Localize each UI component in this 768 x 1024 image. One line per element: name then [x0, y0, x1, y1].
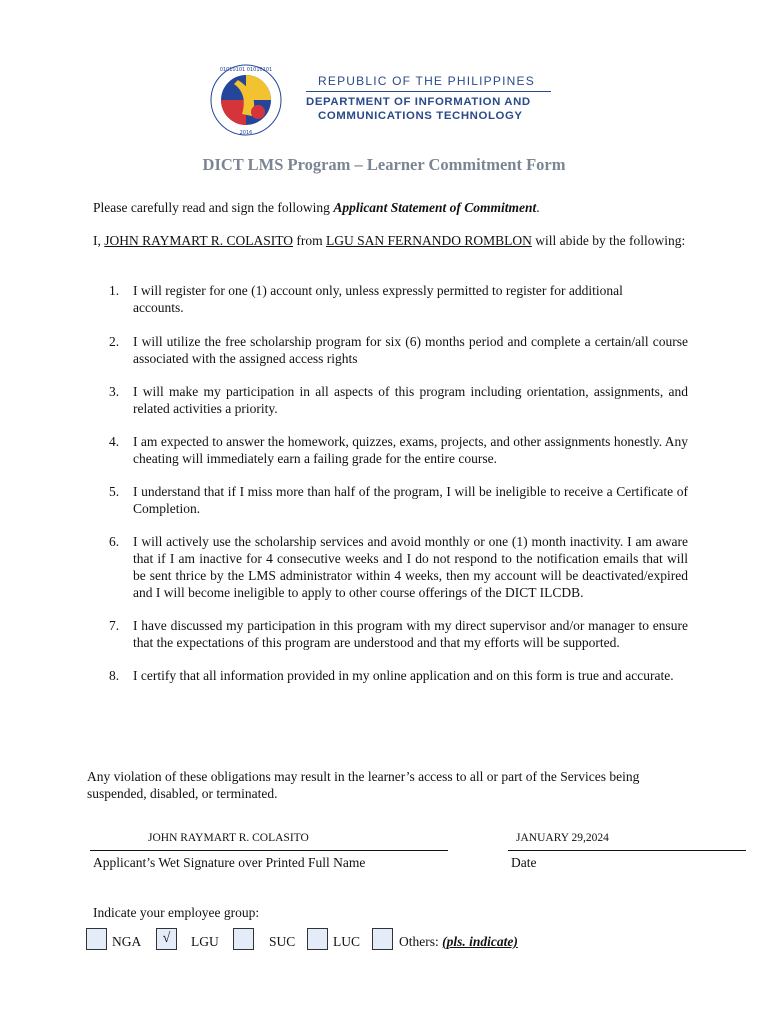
- suc-checkbox[interactable]: [233, 928, 254, 950]
- list-item: 8. I certify that all information provided in my online application and on this form is true and accurate.: [109, 668, 674, 683]
- department-line-1: DEPARTMENT OF INFORMATION AND: [306, 96, 531, 108]
- nga-label: NGA: [112, 934, 142, 949]
- list-item: 4. I am expected to answer the homework, quizzes, exams, projects, and other assignments honestly. Any cheating will immediately earn a failing grade for the entire course.: [109, 434, 688, 466]
- list-item: 7. I have discussed my participation in this program with my direct supervisor and/or manager to ensure that the expectations of this program are understood and that my efforts will be supported.: [109, 618, 688, 650]
- others-label: Others: (pls. indicate): [399, 934, 518, 949]
- pledge-statement: I, JOHN RAYMART R. COLASITO from LGU SAN FERNANDO ROMBLON will abide by the following:: [93, 233, 686, 248]
- agency-name: [306, 74, 551, 123]
- intro-text: Please carefully read and sign the following Applicant Statement of Commitment.: [93, 200, 540, 215]
- date-line: [508, 850, 746, 851]
- list-item: 2. I will utilize the free scholarship program for six (6) months period and complete a certain/all course associated with the assigned access rights: [109, 334, 688, 366]
- date-value: JANUARY 29,2024: [516, 832, 609, 844]
- employee-group-options: [86, 928, 686, 952]
- department-line-2: COMMUNICATIONS TECHNOLOGY: [318, 110, 523, 122]
- list-item: 5. I understand that if I miss more than half of the program, I will be ineligible to receive a Certificate of Completion.: [109, 484, 688, 516]
- printed-full-name: JOHN RAYMART R. COLASITO: [148, 832, 309, 844]
- luc-checkbox[interactable]: [307, 928, 328, 950]
- applicant-name: JOHN RAYMART R. COLASITO: [104, 233, 293, 248]
- closing-statement: Any violation of these obligations may result in the learner’s access to all or part of the Services being suspended, disabled, or terminated.: [87, 769, 640, 801]
- republic-label: REPUBLIC OF THE PHILIPPINES: [306, 74, 551, 92]
- dict-seal-icon: [208, 64, 284, 136]
- signature-caption: Applicant’s Wet Signature over Printed Full Name: [93, 855, 366, 870]
- luc-label: LUC: [333, 934, 360, 949]
- signature-line: [90, 850, 448, 851]
- seal-year-text: 2016: [239, 130, 253, 136]
- applicant-organization: LGU SAN FERNANDO ROMBLON: [325, 233, 532, 248]
- letterhead: [208, 64, 568, 134]
- commitment-list: [93, 282, 688, 684]
- list-item: 3. I will make my participation in all aspects of this program including orientation, assignments, and related activities a priority.: [109, 384, 688, 416]
- list-item: 1. I will register for one (1) account only, unless expressly permitted to register for additional accounts.: [109, 283, 623, 315]
- suc-label: SUC: [269, 934, 296, 949]
- lgu-label: LGU: [191, 934, 219, 949]
- intro-emphasis: Applicant Statement of Commitment: [333, 200, 537, 215]
- others-hint: (pls. indicate): [442, 934, 518, 949]
- date-caption: Date: [511, 855, 537, 870]
- employee-group-label: Indicate your employee group:: [93, 905, 260, 920]
- form-title: DICT LMS Program – Learner Commitment Form: [202, 155, 566, 174]
- nga-checkbox[interactable]: [86, 928, 107, 950]
- list-item: 6. I will actively use the scholarship services and avoid monthly or one (1) month inactivity. I am aware that if I am inactive for 4 consecutive weeks and I do not respond to the notification emails that will be sent thrice by the LMS administrator within 4 weeks, then my account will be deactivated/expired and I will become ineligible to apply to other course offerings of the DICT ILCDB.: [109, 534, 688, 600]
- seal-binary-text: 01010101 01010101: [219, 67, 273, 73]
- lgu-checkbox[interactable]: √: [156, 928, 177, 950]
- others-checkbox[interactable]: [372, 928, 393, 950]
